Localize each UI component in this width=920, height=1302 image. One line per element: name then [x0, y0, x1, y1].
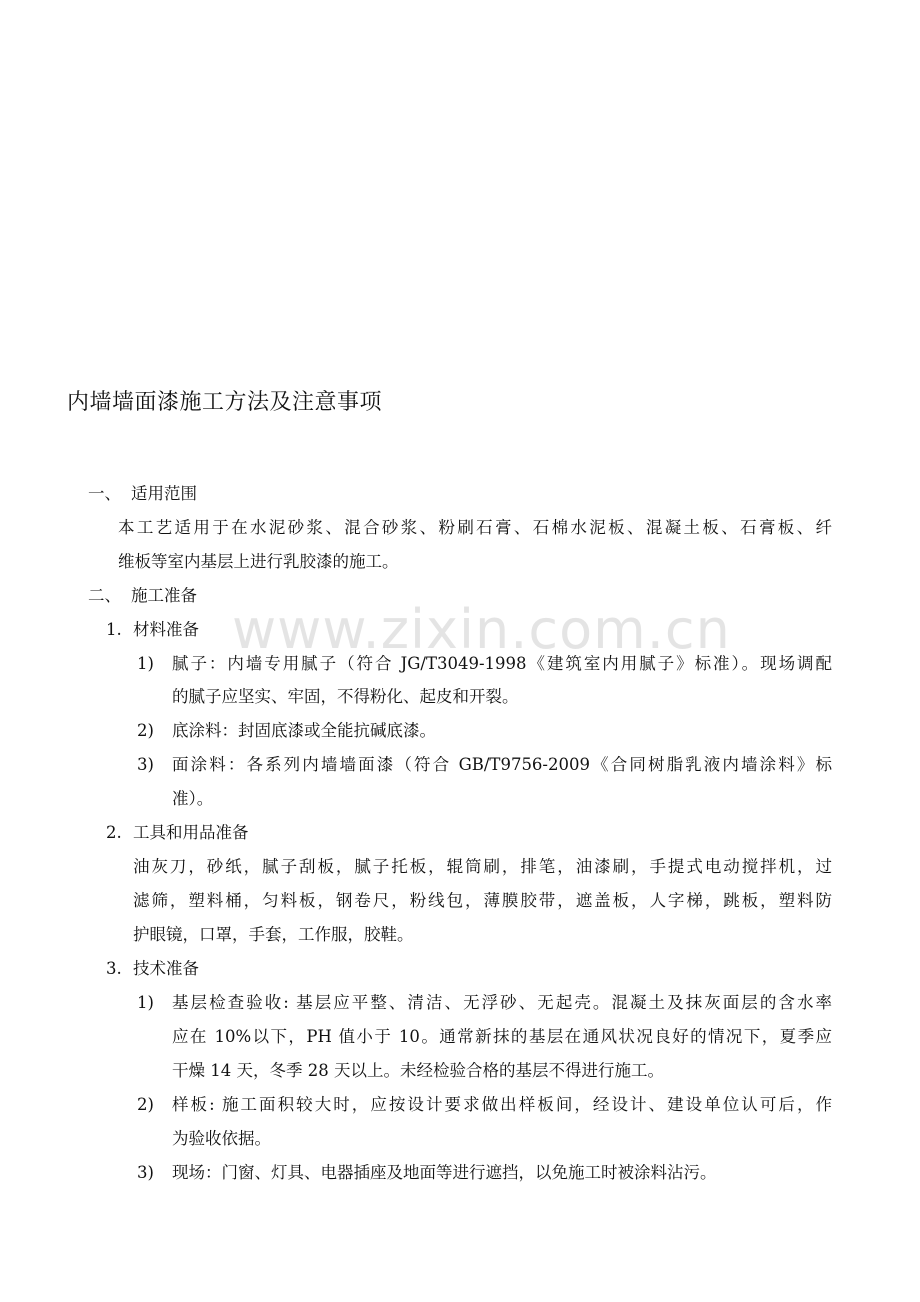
subsection-2-number: 2.	[106, 823, 122, 842]
tech-item-2-line-1: 样板: 施工面积较大时，应按设计要求做出样板间，经设计、建设单位认可后，作	[172, 1095, 832, 1114]
material-item-1-line-1: 腻子：内墙专用腻子（符合 JG/T3049-1998《建筑室内用腻子》标准）。现场调配	[172, 654, 832, 673]
tech-item-1-line-1: 基层检查验收: 基层应平整、清洁、无浮砂、无起壳。混凝土及抹灰面层的含水率	[172, 993, 832, 1012]
material-item-1-number: 1)	[137, 654, 154, 673]
watermark: www.zixin.com.cn	[232, 598, 731, 661]
subsection-3-heading: 技术准备	[133, 959, 199, 978]
section-1-number: 一、	[88, 484, 121, 503]
tech-item-2-number: 2)	[137, 1095, 154, 1114]
section-1-body-line-1: 本工艺适用于在水泥砂浆、混合砂浆、粉刷石膏、石棉水泥板、混凝土板、石膏板、纤	[118, 518, 832, 537]
tools-line-1: 油灰刀，砂纸，腻子刮板，腻子托板，辊筒刷，排笔，油漆刷，手提式电动搅拌机，过	[133, 857, 832, 876]
subsection-3-number: 3.	[106, 959, 122, 978]
tech-item-2-line-2: 为验收依据。	[172, 1129, 271, 1148]
tech-item-3-number: 3)	[137, 1163, 154, 1182]
material-item-3-line-1: 面涂料：各系列内墙墙面漆（符合 GB/T9756-2009《合同树脂乳液内墙涂料》标	[172, 755, 832, 774]
subsection-2-heading: 工具和用品准备	[133, 823, 249, 842]
material-item-1-line-2: 的腻子应坚实、牢固，不得粉化、起皮和开裂。	[172, 687, 519, 706]
material-item-2-line-1: 底涂料：封固底漆或全能抗碱底漆。	[172, 721, 436, 740]
tools-line-2: 滤筛，塑料桶，匀料板，钢卷尺，粉线包，薄膜胶带，遮盖板，人字梯，跳板，塑料防	[133, 891, 832, 910]
document-title: 内墙墙面漆施工方法及注意事项	[67, 390, 383, 415]
subsection-1-number: 1.	[106, 620, 122, 639]
subsection-1-heading: 材料准备	[133, 620, 199, 639]
material-item-3-number: 3)	[137, 755, 154, 774]
section-2-number: 二、	[88, 586, 121, 605]
material-item-3-line-2: 准）。	[172, 789, 214, 808]
tech-item-1-line-3: 干燥 14 天，冬季 28 天以上。未经检验合格的基层不得进行施工。	[172, 1061, 664, 1080]
section-2-heading: 施工准备	[131, 586, 197, 605]
tech-item-3-line-1: 现场：门窗、灯具、电器插座及地面等进行遮挡，以免施工时被涂料沾污。	[172, 1163, 717, 1182]
section-1-body-line-2: 维板等室内基层上进行乳胶漆的施工。	[118, 552, 399, 571]
section-1-heading: 适用范围	[131, 484, 197, 503]
material-item-2-number: 2)	[137, 721, 154, 740]
tools-line-3: 护眼镜，口罩，手套，工作服，胶鞋。	[133, 925, 414, 944]
tech-item-1-number: 1)	[137, 993, 154, 1012]
tech-item-1-line-2: 应在 10%以下，PH 值小于 10。通常新抹的基层在通风状况良好的情况下，夏季应	[172, 1027, 832, 1046]
